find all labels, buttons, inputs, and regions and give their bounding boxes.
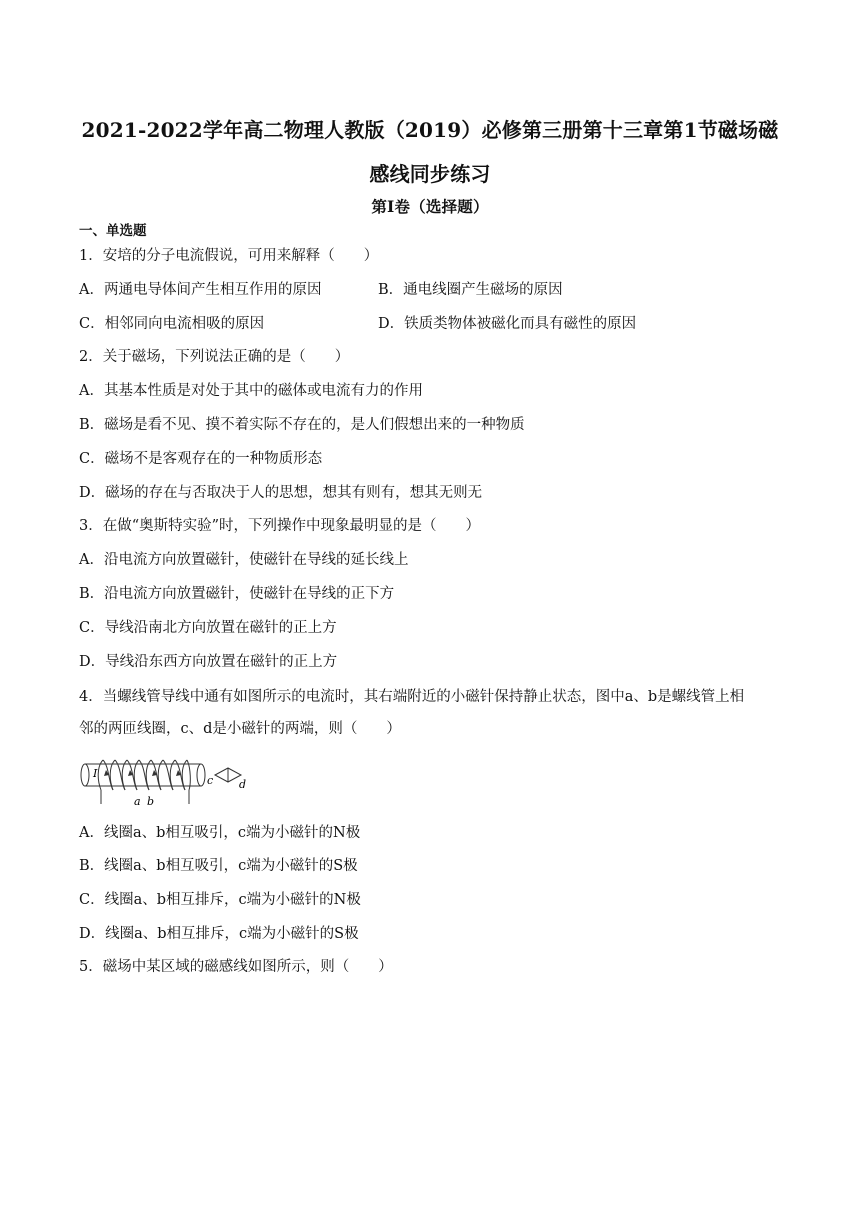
needle-end-label-d: d <box>239 778 247 791</box>
question-2-option-c: C．磁场不是客观存在的一种物质形态 <box>79 451 323 467</box>
question-2-option-a: A．其基本性质是对处于其中的磁体或电流有力的作用 <box>79 383 423 399</box>
question-3-option-a: A．沿电流方向放置磁针，使磁针在导线的延长线上 <box>79 552 409 568</box>
question-1-option-d: D．铁质类物体被磁化而具有磁性的原因 <box>378 316 637 332</box>
question-3-option-c: C．导线沿南北方向放置在磁针的正上方 <box>79 620 337 636</box>
coil-label-a: a <box>134 795 141 808</box>
question-4-option-c: C．线圈a、b相互排斥，c端为小磁针的N极 <box>79 892 361 908</box>
question-2-option-b: B．磁场是看不见、摸不着实际不存在的，是人们假想出来的一种物质 <box>79 417 525 433</box>
question-3-option-b: B．沿电流方向放置磁针，使磁针在导线的正下方 <box>79 586 395 602</box>
question-4-stem-continued: 邻的两匝线圈，c、d是小磁针的两端，则（ ） <box>79 721 401 737</box>
volume-heading: 第Ⅰ卷（选择题） <box>371 197 489 216</box>
question-2-option-d: D．磁场的存在与否取决于人的思想，想其有则有，想其无则无 <box>79 485 483 501</box>
question-3-stem: 3．在做“奥斯特实验”时，下列操作中现象最明显的是（ ） <box>79 518 481 534</box>
question-4-option-b: B．线圈a、b相互吸引，c端为小磁针的S极 <box>79 858 358 874</box>
document-title-line-2: 感线同步练习 <box>369 162 491 186</box>
question-1-option-b: B．通电线圈产生磁场的原因 <box>378 282 563 298</box>
document-title-line-1: 2021-2022学年高二物理人教版（2019）必修第三册第十三章第1节磁场磁 <box>81 118 779 142</box>
coil-label-b: b <box>147 795 155 808</box>
question-3-option-d: D．导线沿东西方向放置在磁针的正上方 <box>79 654 338 670</box>
question-1-option-a: A．两通电导体间产生相互作用的原因 <box>79 282 322 298</box>
section-heading: 一、单选题 <box>79 223 147 239</box>
needle-end-label-c: c <box>207 774 214 787</box>
question-4-stem: 4．当螺线管导线中通有如图所示的电流时，其右端附近的小磁针保持静止状态，图中a、b是螺线管上相 <box>79 689 745 705</box>
question-5-stem: 5．磁场中某区域的磁感线如图所示，则（ ） <box>79 959 393 975</box>
question-2-stem: 2．关于磁场，下列说法正确的是（ ） <box>79 349 350 365</box>
question-1-stem: 1．安培的分子电流假说，可用来解释（ ） <box>79 248 379 264</box>
solenoid-figure <box>79 756 259 808</box>
question-4-option-d: D．线圈a、b相互排斥，c端为小磁针的S极 <box>79 926 359 942</box>
question-4-option-a: A．线圈a、b相互吸引，c端为小磁针的N极 <box>79 825 361 841</box>
question-1-option-c: C．相邻同向电流相吸的原因 <box>79 316 265 332</box>
current-label: I <box>93 767 98 780</box>
